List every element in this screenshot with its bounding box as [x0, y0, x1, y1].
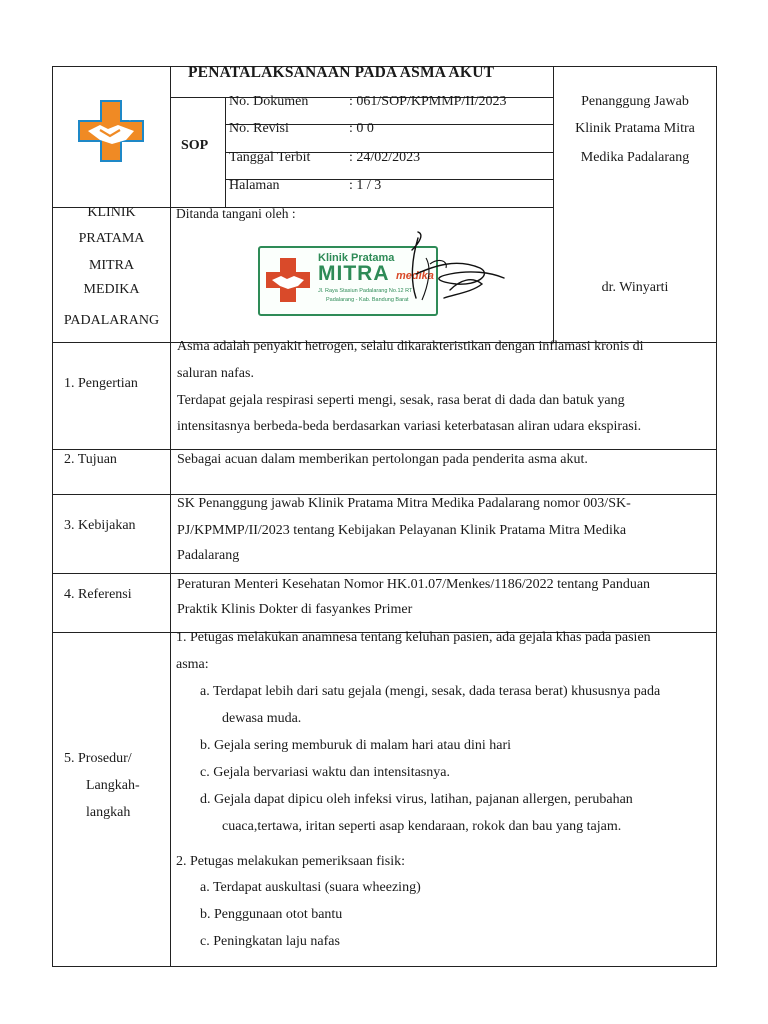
responsible-line-3: Medika Padalarang	[580, 150, 690, 165]
step2-line: 2. Petugas melakukan pemeriksaan fisik:	[176, 854, 405, 869]
step1-item-d-line-1: d. Gejala dapat dipicu oleh infeksi virus, latihan, pajanan allergen, perubahan	[200, 792, 633, 807]
medical-cross-icon	[78, 100, 144, 162]
clinic-logo	[78, 100, 144, 162]
signed-by-label: Ditanda tangani oleh :	[176, 206, 296, 221]
clinic-name-line-5: PADALARANG	[63, 313, 160, 328]
stamp-line-3: medika	[396, 270, 434, 282]
step1-item-a-line-1: a. Terdapat lebih dari satu gejala (mengi, sesak, dada terasa berat) khususnya pada	[200, 684, 661, 699]
clinic-name-line-3: MITRA	[88, 258, 135, 273]
step2-item-b: b. Penggunaan otot bantu	[200, 907, 343, 922]
referensi-line-1: Peraturan Menteri Kesehatan Nomor HK.01.07/Menkes/1186/2022 tentang Panduan	[177, 577, 651, 592]
table-border-left	[52, 66, 53, 967]
stamp-line-1: Klinik Pratama	[318, 252, 395, 264]
pengertian-line-3: Terdapat gejala respirasi seperti mengi, sesak, rasa berat di dada dan batuk yang	[177, 393, 625, 408]
document-title: PENATALAKSANAAN PADA ASMA AKUT	[188, 64, 495, 81]
step2-item-c: c. Peningkatan laju nafas	[200, 934, 340, 949]
stamp-line-2: MITRA	[318, 262, 390, 285]
meta-label-tanggal: Tanggal Terbit	[229, 150, 311, 165]
stamp-address-1: Jl. Raya Stasiun Padalarang No.12 RT	[318, 288, 413, 294]
label-tujuan: 2. Tujuan	[64, 452, 117, 467]
stamp-address-2: Padalarang - Kab. Bandung Barat	[326, 297, 409, 303]
meta-value-revisi: : 0 0	[349, 121, 374, 136]
step1-line-2: asma:	[176, 657, 209, 672]
tujuan-text: Sebagai acuan dalam memberikan pertolongan pada penderita asma akut.	[177, 452, 588, 467]
kebijakan-line-1: SK Penanggung jawab Klinik Pratama Mitra Medika Padalarang nomor 003/SK-	[177, 496, 631, 511]
meta-label-halaman: Halaman	[229, 178, 280, 193]
referensi-line-2: Praktik Klinis Dokter di fasyankes Primer	[177, 602, 413, 617]
label-prosedur-1: 5. Prosedur/	[64, 751, 132, 766]
clinic-name-line-2: PRATAMA	[78, 231, 145, 246]
meta-value-tanggal: : 24/02/2023	[349, 150, 421, 165]
stamp-cross-icon	[266, 258, 310, 302]
meta-value-halaman: : 1 / 3	[349, 178, 382, 193]
responsible-line-2: Klinik Pratama Mitra	[575, 121, 695, 136]
row-divider-pengertian	[52, 449, 717, 450]
step1-line-1: 1. Petugas melakukan anamnesa tentang keluhan pasien, ada gejala khas pada pasien	[176, 630, 651, 645]
pengertian-line-2: saluran nafas.	[177, 366, 254, 381]
label-kebijakan: 3. Kebijakan	[64, 518, 136, 533]
pengertian-line-4: intensitasnya berbeda-beda berdasarkan variasi keterbatasan aliran udara ekspirasi.	[177, 419, 642, 434]
kebijakan-line-2: PJ/KPMMP/II/2023 tentang Kebijakan Pelayanan Klinik Pratama Mitra Medika	[177, 523, 627, 538]
step1-item-a-line-2: dewasa muda.	[222, 711, 302, 726]
kebijakan-line-3: Padalarang	[177, 548, 240, 563]
label-prosedur-3: langkah	[86, 805, 131, 820]
sop-label: SOP	[181, 138, 209, 153]
row-divider-kebijakan	[52, 573, 717, 574]
clinic-name-line-1: KLINIK	[87, 205, 136, 220]
responsible-line-1: Penanggung Jawab	[581, 94, 689, 109]
step2-item-a: a. Terdapat auskultasi (suara wheezing)	[200, 880, 421, 895]
meta-value-dokumen: : 061/SOP/KPMMP/II/2023	[349, 94, 507, 109]
meta-label-revisi: No. Revisi	[229, 121, 289, 136]
step1-item-c: c. Gejala bervariasi waktu dan intensitasnya.	[200, 765, 450, 780]
clinic-name-line-4: MEDIKA	[83, 282, 140, 297]
label-pengertian: 1. Pengertian	[64, 376, 138, 391]
table-border-bottom	[52, 966, 717, 967]
label-referensi: 4. Referensi	[64, 587, 132, 602]
label-prosedur-2: Langkah-	[86, 778, 140, 793]
column-divider-1	[170, 66, 171, 967]
step1-item-b: b. Gejala sering memburuk di malam hari atau dini hari	[200, 738, 512, 753]
table-border-right	[716, 66, 717, 967]
signature-image	[360, 228, 510, 318]
pengertian-line-1: Asma adalah penyakit hetrogen, selalu dikarakteristikan dengan inflamasi kronis di	[177, 339, 644, 354]
meta-label-dokumen: No. Dokumen	[229, 94, 309, 109]
step1-item-d-line-2: cuaca,tertawa, iritan seperti asap kendaraan, rokok dan bau yang tajam.	[222, 819, 622, 834]
doctor-name: dr. Winyarti	[601, 280, 669, 295]
